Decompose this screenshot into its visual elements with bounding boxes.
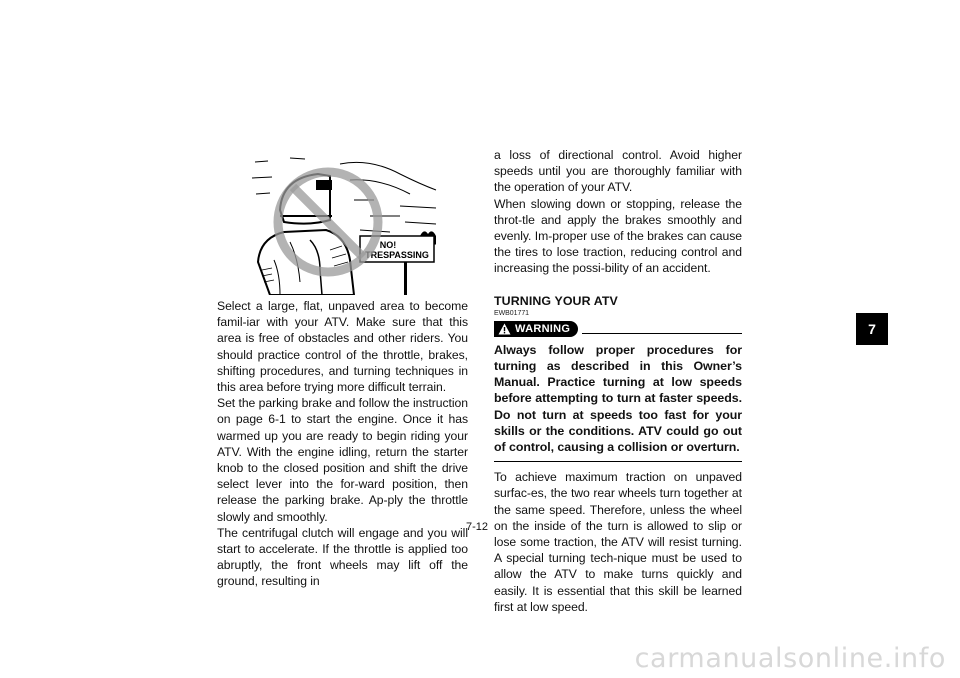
right-paragraph-1: a loss of directional control. Avoid higher speeds until you are thoroughly familiar with the operation of your ATV. <box>494 148 742 195</box>
right-paragraph-2: When slowing down or stopping, release the throt-tle and apply the brakes smoothly and evenly. Im-proper use of the brakes can cause the tires to lose traction, reducing control and increasing the possi-bility of an accident. <box>494 196 742 276</box>
left-paragraph-2: Set the parking brake and follow the instruction on page 6-1 to start the engine. Once it has warmed up you are ready to begin riding your ATV. With the engine idling, return the starter knob to the closed position and shift the drive select lever into the for-ward position, then release the parking brake. Ap-ply the throttle slowly and smoothly. <box>217 396 468 524</box>
right-column <box>494 147 742 615</box>
warning-triangle-icon <box>498 323 511 335</box>
sign-line2: TRESPASSING <box>365 250 429 260</box>
section-heading: TURNING YOUR ATV <box>494 293 618 308</box>
left-column <box>217 298 468 590</box>
left-paragraph-1: Select a large, flat, unpaved area to become famil-iar with your ATV. Make sure that this area is free of obstacles and other riders. You should practice control of the throttle, brakes, shifting procedures, and turning techniques in this area before trying more difficult terrain. <box>217 299 468 395</box>
warning-bottom-rule <box>494 461 742 462</box>
rider-illustration <box>250 150 440 295</box>
warning-text: Always follow proper procedures for turning as described in this Owner’s Manual. Practice turning at low speeds before attempting to turn at faster speeds. Do not turn at speeds too fast for your skills or the conditions. ATV could go out of control, causing a collision or overturn. <box>494 342 742 455</box>
warning-code: EWB01771 <box>494 309 530 317</box>
page-number: 7-12 <box>466 521 489 533</box>
right-paragraph-3: To achieve maximum traction on unpaved surfac-es, the two rear wheels turn together at the same speed. Therefore, unless the wheel on the inside of the turn is allowed to slip or lose some traction, the ATV will resist turning. A special turning tech-nique must be used to allow the ATV to make turns quickly and easily. It is essential that this skill be learned first at low speed. <box>494 470 742 614</box>
watermark: carmanualsonline.info <box>634 643 946 674</box>
left-paragraph-3: The centrifugal clutch will engage and you will start to accelerate. If the throttle is applied too abruptly, the front wheels may lift off the ground, resulting in <box>217 525 468 589</box>
warning-rule <box>582 333 742 334</box>
sign-line1: NO! <box>379 240 397 250</box>
warning-label: WARNING <box>515 322 571 335</box>
warning-badge <box>494 321 578 337</box>
warning-header <box>494 320 742 338</box>
chapter-tab: 7 <box>856 313 888 345</box>
